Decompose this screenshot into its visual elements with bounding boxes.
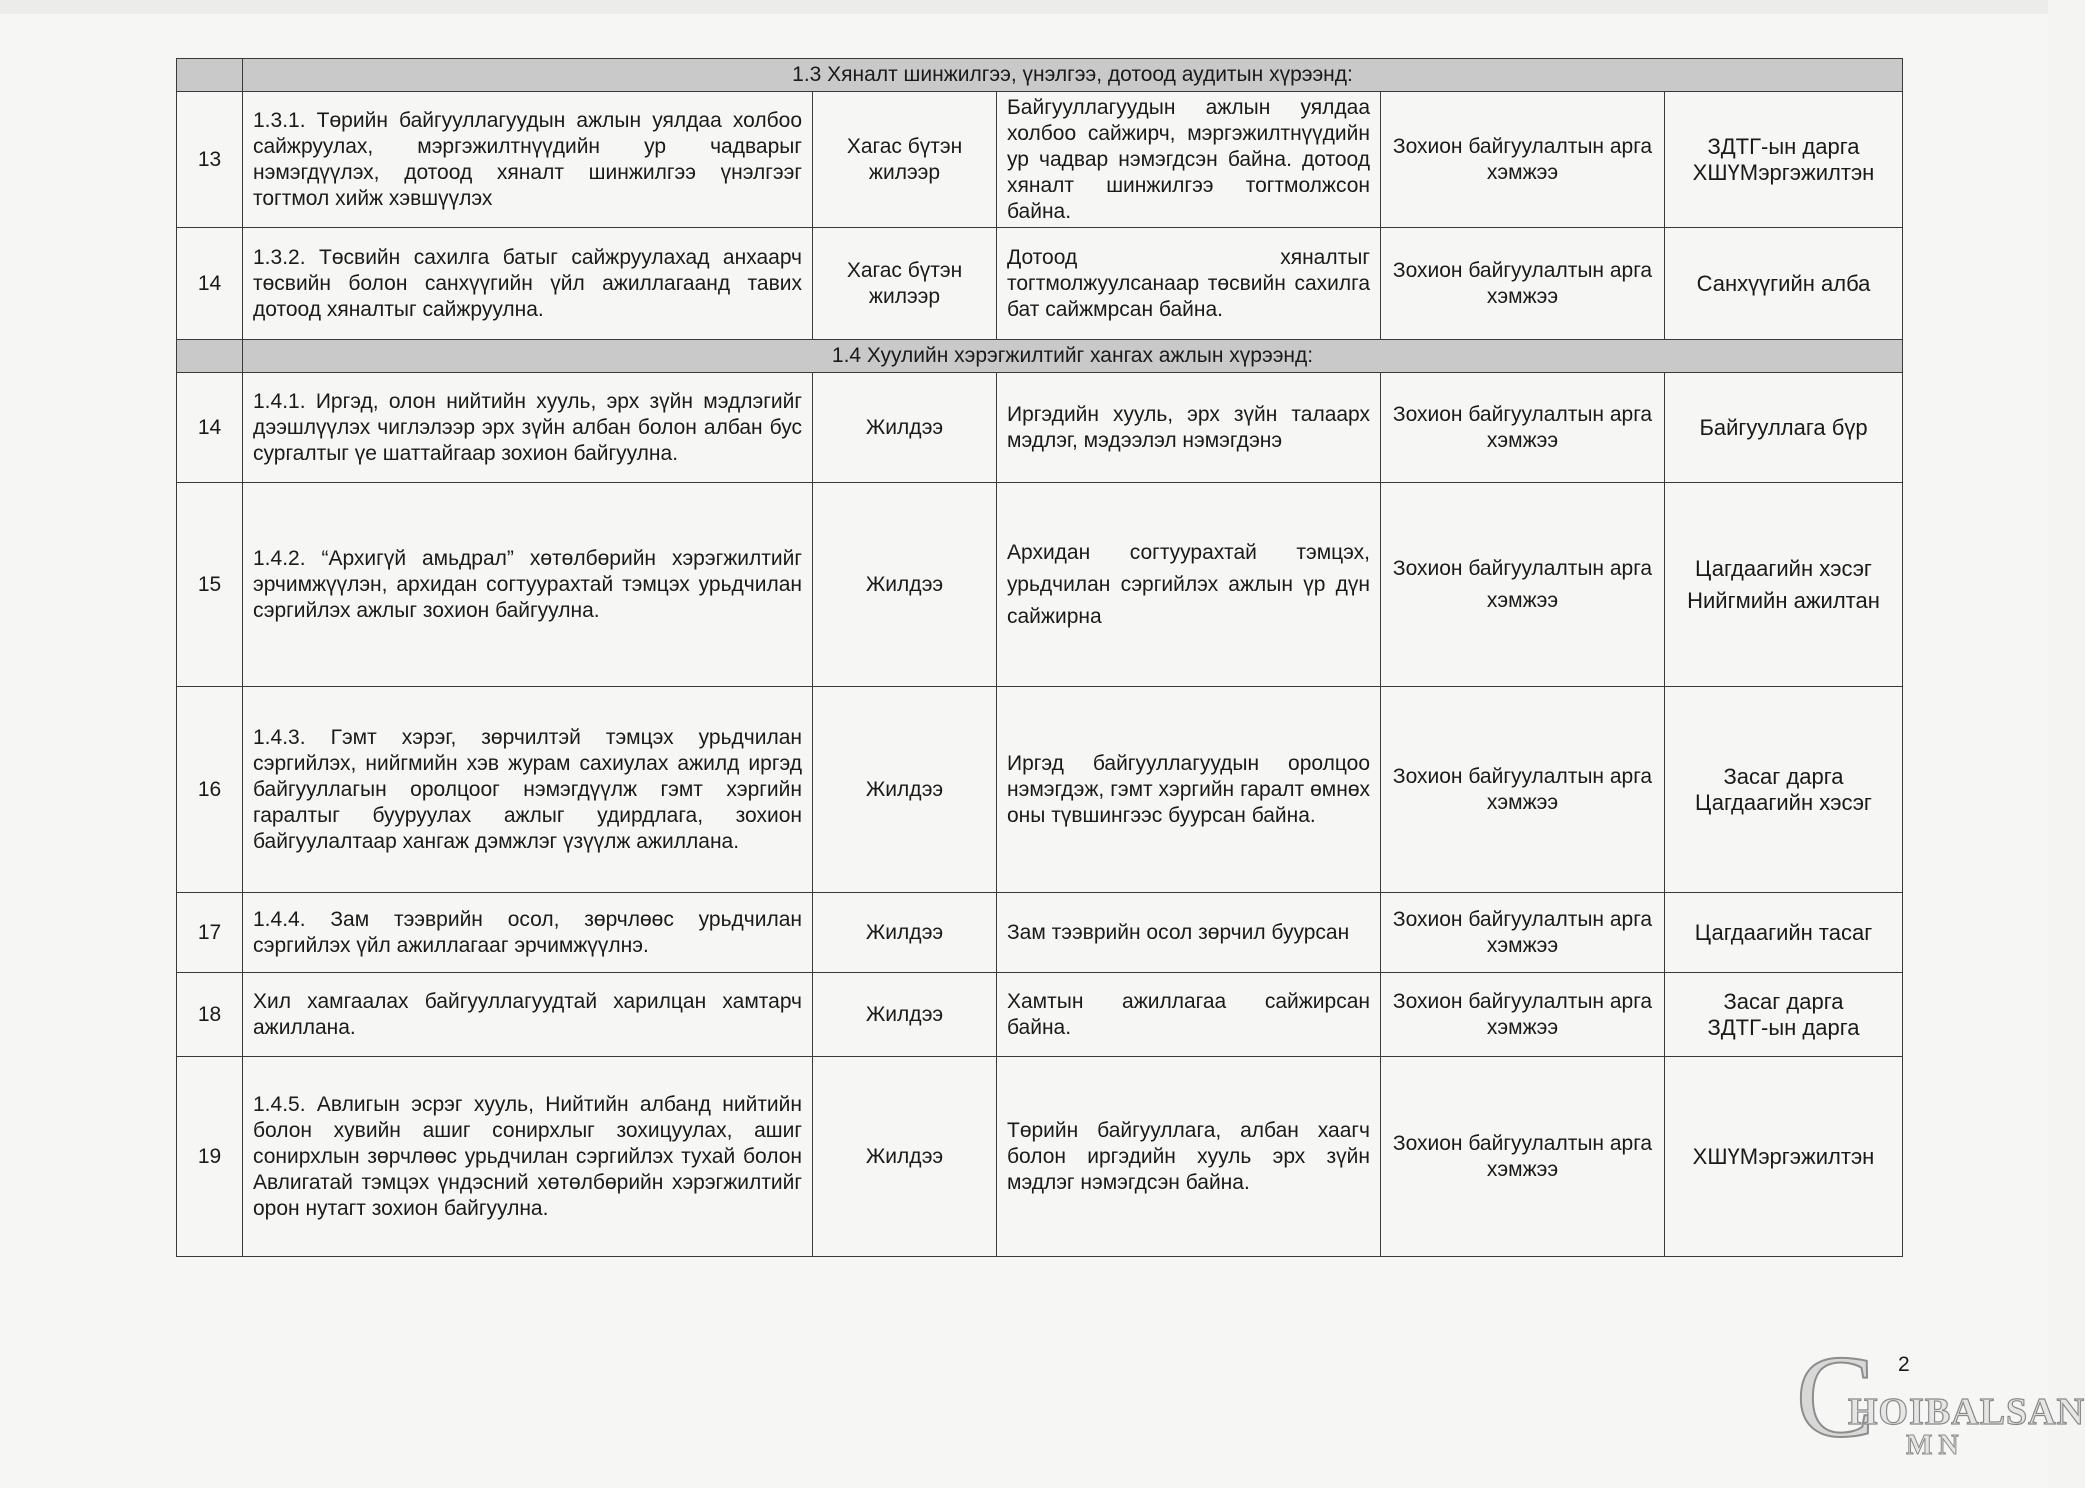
period-cell: Жилдээ [813,687,997,893]
page-number: 2 [1898,1353,1910,1376]
responsible-line: Байгууллага бүр [1699,414,1868,440]
row-number: 14 [177,373,243,483]
responsible-line: Нийгмийн ажилтан [1687,587,1880,613]
section-title: 1.4 Хуулийн хэрэгжилтийг хангах ажлын хүрээнд: [243,340,1903,373]
section-title: 1.3 Хяналт шинжилгээ, үнэлгээ, дотоод аудитын хүрээнд: [243,59,1903,92]
row-number: 18 [177,973,243,1057]
action-plan-table [176,58,1903,1257]
responsible-cell [1665,687,1903,893]
watermark-initial: C [1796,1331,1875,1462]
row-number: 15 [177,483,243,687]
table-row [177,373,1903,483]
section-header-row [177,59,1903,92]
type-cell: Зохион байгуулалтын арга хэмжээ [1381,92,1665,228]
row-number: 14 [177,228,243,340]
type-cell: Зохион байгуулалтын арга хэмжээ [1381,687,1665,893]
type-cell: Зохион байгуулалтын арга хэмжээ [1381,228,1665,340]
type-cell: Зохион байгуулалтын арга хэмжээ [1381,973,1665,1057]
task-cell: 1.4.4. Зам тээврийн осол, зөрчлөөс урьдчилан сэргийлэх үйл ажиллагааг эрчимжүүлнэ. [243,893,813,973]
row-number: 16 [177,687,243,893]
task-cell: 1.4.5. Авлигын эсрэг хууль, Нийтийн албанд нийтийн болон хувийн ашиг сонирхлыг зохицуулах, ашиг сонирхлын зөрчлөөс урьдчилан сэргийлэх тухай болон Авлигатай тэмцэх үндэсний хөтөлбөрийн хэрэгжилтийг орон нутагт зохион байгуулна. [243,1057,813,1257]
table-row [177,92,1903,228]
task-cell: 1.3.1. Төрийн байгууллагуудын ажлын уялдаа холбоо сайжруулах, мэргэжилтнүүдийн ур чадварыг нэмэгдүүлэх, дотоод хяналт шинжилгээ үнэлгээг тогтмол хийж хэвшүүлэх [243,92,813,228]
section-header-row [177,340,1903,373]
task-cell: 1.3.2. Төсвийн сахилга батыг сайжруулахад анхаарч төсвийн болон санхүүгийн үйл ажиллагаанд тавих дотоод хяналтыг сайжруулна. [243,228,813,340]
result-cell: Архидан согтуурахтай тэмцэх, урьдчилан сэргийлэх ажлын үр дүн сайжирна [997,483,1381,687]
period-cell: Жилдээ [813,973,997,1057]
type-cell: Зохион байгуулалтын арга хэмжээ [1381,1057,1665,1257]
section-number-cell [177,340,243,373]
responsible-line: ЗДТГ-ын дарга [1707,1014,1860,1040]
task-cell: Хил хамгаалах байгууллагуудтай харилцан хамтарч ажиллана. [243,973,813,1057]
result-cell: Байгууллагуудын ажлын уялдаа холбоо сайжирч, мэргэжилтнүүдийн ур чадвар нэмэгдсэн байна. дотоод хяналт шинжилгээ тогтмолжсон байна. [997,92,1381,228]
period-cell: Хагас бүтэн жилээр [813,92,997,228]
responsible-cell [1665,483,1903,687]
watermark-text-top: HOIBALSAN [1848,1391,2085,1433]
table-row [177,228,1903,340]
responsible-cell [1665,973,1903,1057]
task-cell: 1.4.2. “Архигүй амьдрал” хөтөлбөрийн хэрэгжилтийг эрчимжүүлэн, архидан согтуурахтай тэмцэх урьдчилан сэргийлэх ажлыг зохион байгуулна. [243,483,813,687]
period-cell: Жилдээ [813,373,997,483]
period-cell: Жилдээ [813,1057,997,1257]
type-cell: Зохион байгуулалтын арга хэмжээ [1381,893,1665,973]
responsible-line: Цагдаагийн тасаг [1694,919,1873,945]
responsible-cell [1665,228,1903,340]
responsible-line: Цагдаагийн хэсэг [1695,555,1872,581]
table-row [177,893,1903,973]
result-cell: Төрийн байгууллага, албан хаагч болон иргэдийн хууль эрх зүйн мэдлэг нэмэгдсэн байна. [997,1057,1381,1257]
result-cell: Иргэдийн хууль, эрх зүйн талаарх мэдлэг, мэдээлэл нэмэгдэнэ [997,373,1381,483]
row-number: 13 [177,92,243,228]
row-number: 17 [177,893,243,973]
responsible-line: Засаг дарга [1723,763,1844,789]
responsible-line: Цагдаагийн хэсэг [1695,789,1872,815]
section-number-cell [177,59,243,92]
period-cell: Жилдээ [813,483,997,687]
table-row [177,687,1903,893]
table-row [177,973,1903,1057]
period-cell: Жилдээ [813,893,997,973]
scan-edge [0,0,2048,14]
responsible-cell [1665,373,1903,483]
responsible-line: ХШҮМэргэжилтэн [1692,1143,1875,1169]
type-cell: Зохион байгуулалтын арга хэмжээ [1381,483,1665,687]
result-cell: Хамтын ажиллагаа сайжирсан байна. [997,973,1381,1057]
type-cell: Зохион байгуулалтын арга хэмжээ [1381,373,1665,483]
result-cell: Иргэд байгууллагуудын оролцоо нэмэгдэж, гэмт хэргийн гаралт өмнөх оны түвшингээс буурсан байна. [997,687,1381,893]
table-row [177,1057,1903,1257]
responsible-cell [1665,893,1903,973]
responsible-line: ХШҮМэргэжилтэн [1692,159,1875,185]
task-cell: 1.4.1. Иргэд, олон нийтийн хууль, эрх зүйн мэдлэгийг дээшлүүлэх чиглэлээр эрх зүйн албан болон албан бус сургалтыг үе шаттайгаар зохион байгуулна. [243,373,813,483]
task-cell: 1.4.3. Гэмт хэрэг, зөрчилтэй тэмцэх урьдчилан сэргийлэх, нийгмийн хэв журам сахиулах ажилд иргэд байгууллагын оролцоог нэмэгдүүлж гэмт хэргийн гаралтыг бууруулах ажлыг удирдлага, зохион байгуулалтаар хангаж дэмжлэг үзүүлж ажиллана. [243,687,813,893]
site-watermark-logo [1796,1331,2085,1462]
responsible-line: ЗДТГ-ын дарга [1707,133,1860,159]
responsible-line: Засаг дарга [1723,988,1844,1014]
watermark-text-bottom: MN [1906,1430,1965,1461]
responsible-cell [1665,1057,1903,1257]
responsible-cell [1665,92,1903,228]
responsible-line: Санхүүгийн алба [1696,270,1871,296]
result-cell: Зам тээврийн осол зөрчил буурсан [997,893,1381,973]
row-number: 19 [177,1057,243,1257]
result-cell: Дотоод хяналтыг тогтмолжуулсанаар төсвийн сахилга бат сайжмрсан байна. [997,228,1381,340]
table-row [177,483,1903,687]
period-cell: Хагас бүтэн жилээр [813,228,997,340]
